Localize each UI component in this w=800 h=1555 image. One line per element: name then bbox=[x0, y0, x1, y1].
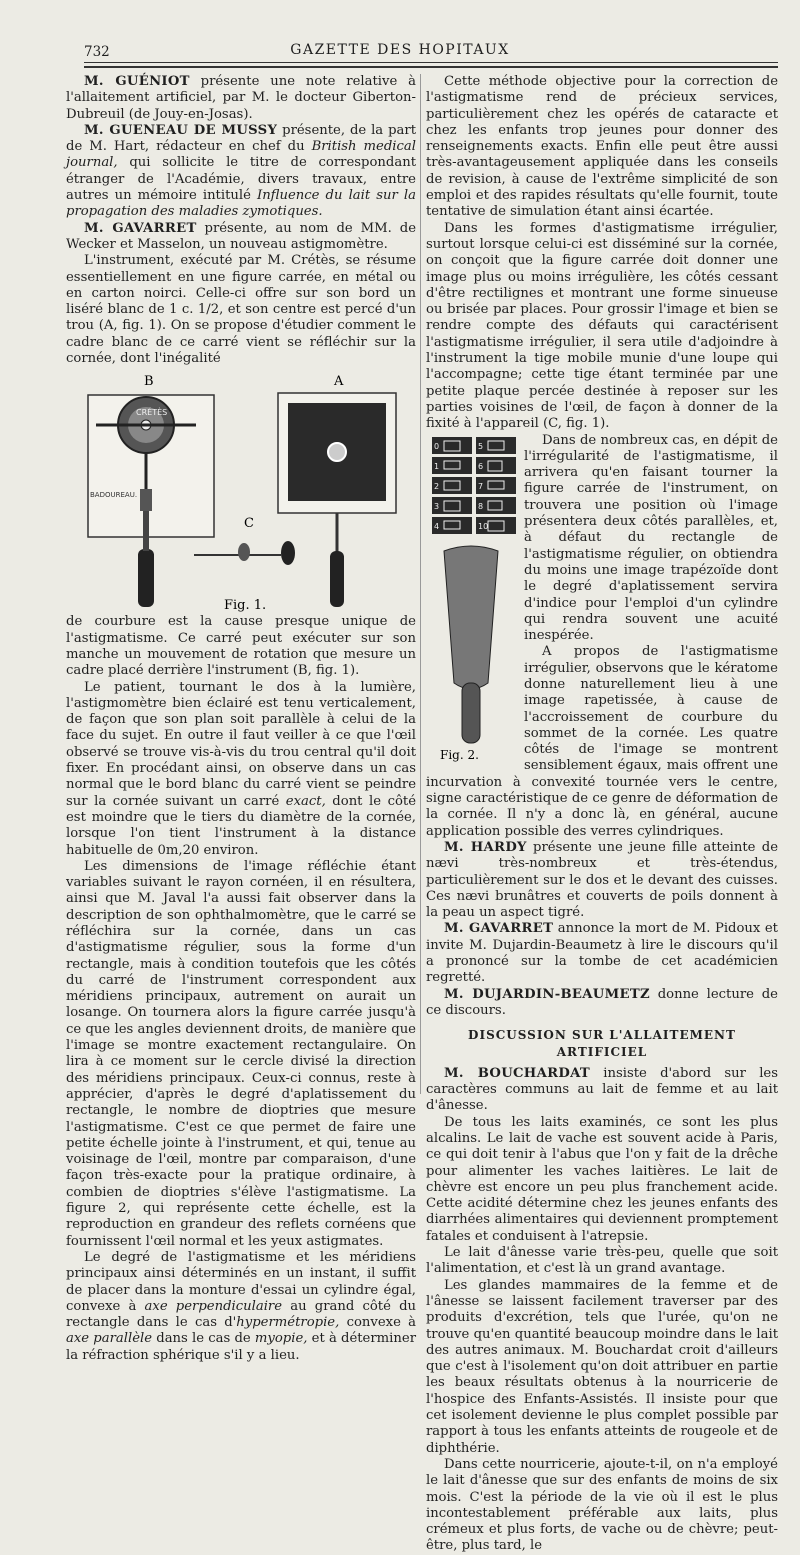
paragraph: M. GUENEAU DE MUSSY présente, de la part de M. Hart, rédacteur en chef du British medical journal, qui sollicite le titre de correspondant étranger de l'Académie, divers travaux, entre autres un mémoire intitulé Influence du lait sur la propagation des maladies zymotiques. bbox=[66, 122, 416, 220]
paragraph: M. GAVARRET présente, au nom de MM. de Wecker et Masselon, un nouveau astigmomètre. bbox=[66, 220, 417, 252]
paragraph: M. HARDY présente une jeune fille atteinte de nævi très-nombreux et très-étendus, particulièrement sur le dos et le devant des cuisses. Ces nævi brunâtres et couverts de poils donnent à la peau un aspect tigré. bbox=[426, 839, 778, 921]
paragraph: Le degré de l'astigmatisme et les méridiens principaux ainsi déterminés en un instant, il suffit de placer dans la monture d'essai un cylindre égal, convexe à axe perpendiculaire au grand côté du rectangle dans le cas d'hypermétropie, convexe à axe parallèle dans le cas de myopie, et à déterminer la réfraction sphérique s'il y a lieu. bbox=[66, 1249, 417, 1363]
page-number: 732 bbox=[84, 44, 110, 60]
scale-number: 2 bbox=[434, 481, 440, 491]
label-c: C bbox=[244, 516, 254, 532]
figure-1-caption: Fig. 1. bbox=[224, 598, 267, 614]
section-heading: DISCUSSION SUR L'ALLAITEMENT ARTIFICIEL bbox=[468, 1028, 736, 1059]
svg-text:BADOUREAU.: BADOUREAU. bbox=[90, 491, 138, 500]
paragraph: Dans de nombreux cas, en dépit de l'irrégularité de l'astigmatisme, il arrivera qu'en faisant tourner la figure carrée de l'instrument, on trouvera une position où l'image présentera deux côtés parallèles, et, à défaut du rectangle de l'astigmatisme régulier, on obtiendra du moins une image trapézoïde dont le degré d'aplatissement servira d'indice pour l'emploi d'un cylindre qui rendra souvent une acuité inespérée. bbox=[524, 432, 778, 644]
paragraph: L'instrument, exécuté par M. Crétès, se résume essentiellement en une figure carrée, en métal ou en carton noirci. Celle-ci offre sur son bord un liséré blanc de 1 c. 1/2, et son centre est percé d'un trou (A, fig. 1). On se propose d'étudier comment le cadre blanc de ce carré vient se réfléchir sur la cornée, dont l'inégalité bbox=[66, 253, 416, 367]
paragraph: Cette méthode objective pour la correction de l'astigmatisme rend de précieux services, particulièrement chez les opérés de cataracte et chez les enfants trop jeunes pour donner des renseignements exacts. Enfin elle peut être aussi très-avantageusement appliquée dans les conseils de revision, à cause de l'extrême simplicité de son emploi et des rapides résultats qu'elle fournit, toute tentative de simulation étant ainsi écartée. bbox=[426, 74, 778, 220]
speaker-name: M. GAVARRET bbox=[444, 921, 554, 937]
scale-number: 7 bbox=[478, 481, 484, 491]
header-rule bbox=[84, 62, 778, 63]
paragraph: M. BOUCHARDAT insiste d'abord sur les caractères communs au lait de femme et au lait d'ânesse. bbox=[426, 1065, 779, 1114]
scale-number: 1 bbox=[434, 461, 440, 471]
paragraph: Le patient, tournant le dos à la lumière, l'astigmomètre bien éclairé est tenu verticalement, de façon que son plan soit parallèle à celui de la face du sujet. En outre il faut veiller à ce que l'œil observé se trouve vis-à-vis du trou central qu'il doit fixer. En procédant ainsi, on observe dans un cas normal que le bord blanc du carré vient se peindre sur la cornée suivant un carré exact, dont le côté est moindre que le tiers du diamètre de la cornée, lorsque l'on tient l'instrument à la distance habituelle de 0m,20 environ. bbox=[66, 679, 416, 858]
scale-number: 8 bbox=[478, 501, 484, 511]
speaker-name: M. GAVARRET bbox=[84, 220, 197, 236]
paragraph: de courbure est la cause presque unique de l'astigmatisme. Ce carré peut exécuter sur son manche un mouvement de rotation que mesure un cadre placé derrière l'instrument (B, fig. 1). bbox=[66, 614, 416, 679]
paragraph: Les glandes mammaires de la femme et de l'ânesse se laissent facilement traverser par des produits d'excrétion, tels que l'urée, qu'on ne trouve qu'en quantité beaucoup moindre dans le lait des autres animaux. M. Bouchardat croit d'ailleurs que c'est à l'isolement qu'on doit attribuer en partie les beaux résultats obtenus à la nourricerie de l'hospice des Enfants-Assistés. Il insiste pour que cet isolement devienne le plus complet possible par rapport à tous les enfants atteints de rougeole et de diphthérie. bbox=[426, 1277, 778, 1456]
scale-number: 10 bbox=[478, 521, 489, 531]
journal-title: GAZETTE DES HOPITAUX bbox=[290, 42, 510, 58]
speaker-name: M. DUJARDIN-BEAUMETZ bbox=[444, 986, 650, 1002]
astigmatism-scale-illustration bbox=[426, 433, 516, 763]
label-b: B bbox=[144, 374, 154, 390]
scale-number: 0 bbox=[434, 441, 440, 451]
speaker-name: M. GUÉNIOT bbox=[84, 74, 190, 89]
paragraph: M. GUÉNIOT présente une note relative à l'allaitement artificiel, par M. le docteur Giberton-Dubreuil (de Jouy-en-Josas). bbox=[66, 74, 416, 122]
paragraph: De tous les laits examinés, ce sont les plus alcalins. Le lait de vache est souvent acide à Paris, ce qui doit tenir à l'abus que l'on y fait de la drêche pour alimenter les vaches laitières. Le lait de chèvre est encore un peu plus franchement acide. Cette acidité détermine chez les jeunes enfants des diarrhées alimentaires qui deviennent promptement fatales et conduisent à l'atrepsie. bbox=[426, 1114, 778, 1244]
paragraph: Dans cette nourricerie, ajoute-t-il, on n'a employé le lait d'ânesse que sur des enfants de moins de six mois. C'est la période de la vie où il est le plus incontestablement préférable aux laits, plus crémeux et plus forts, de vache ou de chèvre; peut-être, plus tard, le bbox=[426, 1456, 778, 1554]
paragraph: Les dimensions de l'image réfléchie étant variables suivant le rayon cornéen, il en résultera, ainsi que M. Javal l'a aussi fait observer dans la description de son ophthalmomètre, que le carré se réfléchira sur la cornée, dans un cas d'astigmatisme régulier, sous la forme d'un rectangle, mais à condition toutefois que les côtés du carré de l'instrument correspondent aux méridiens principaux, autrement on aurait un losange. On tournera alors la figure carrée jusqu'à ce que les angles deviennent droits, de manière que l'image se montre exactement rectangulaire. On lira à ce moment sur le cercle divisé la direction des méridiens principaux. Ceux-ci connus, reste à apprécier, d'après le degré d'aplatissement du rectangle, le nombre de dioptries que mesure l'astigmatisme. C'est ce que permet de faire une petite échelle jointe à l'instrument, et qui, tenue au voisinage de l'œil, montre par comparaison, d'une façon très-exacte pour la pratique ordinaire, à combien de dioptries s'élève l'astigmatisme. La figure 2, qui représente cette échelle, est la reproduction en grandeur des reflets cornéens que fournissent l'œil normal et les yeux astigmates. bbox=[66, 858, 416, 1249]
left-column bbox=[66, 74, 416, 1364]
scale-number: 6 bbox=[478, 461, 484, 471]
scale-number: 4 bbox=[434, 521, 440, 531]
paragraph: M. GAVARRET annonce la mort de M. Pidoux et invite M. Dujardin-Beaumetz à lire le discours qu'il a prononcé sur la tombe de cet académicien regretté. bbox=[426, 921, 778, 986]
astigmometer-illustration bbox=[66, 369, 416, 614]
label-a: A bbox=[334, 374, 344, 390]
speaker-name: M. GUENEAU DE MUSSY bbox=[84, 122, 278, 138]
figure-2 bbox=[426, 433, 516, 763]
scale-number: 3 bbox=[434, 501, 440, 511]
paragraph: Le lait d'ânesse varie très-peu, quelle que soit l'alimentation, et c'est là un grand avantage. bbox=[426, 1245, 778, 1277]
paragraph: A propos de l'astigmatisme irrégulier, observons que le kératome donne naturellement lieu à une image rapetissée, à cause de l'accroissement de courbure du sommet de la cornée. Les quatre côtés de l'image se montrent sensiblement égaux, mais offrent une incurvation à convexité tournée vers le centre, signe caractéristique de ce genre de déformation de la cornée. Il n'y a donc là, en général, aucune application possible des verres cylindriques. bbox=[426, 644, 778, 839]
paragraph: M. DUJARDIN-BEAUMETZ donne lecture de ce discours. bbox=[426, 986, 778, 1018]
scale-number: 5 bbox=[478, 441, 484, 451]
figure-1 bbox=[66, 369, 416, 614]
paragraph: Dans les formes d'astigmatisme irrégulier, surtout lorsque celui-ci est disséminé sur la cornée, on conçoit que la figure carrée doit donner une image plus ou moins irrégulière, les côtés cessant d'être rectilignes et montrant une forme sinueuse ou brisée par places. Pour grossir l'image et bien se rendre compte des défauts qui caractérisent l'astigmatisme irrégulier, il sera utile d'adjoindre à l'instrument la tige mobile munie d'une loupe qui l'accompagne; cette tige étant terminée par une petite plaque percée destinée à reposer sur les parties voisines de l'œil, de façon à donner de la fixité à l'appareil (C, fig. 1). bbox=[426, 220, 778, 432]
right-column bbox=[426, 74, 778, 1555]
figure-2-caption: Fig. 2. bbox=[440, 747, 479, 762]
svg-text:CRÉTÈS: CRÉTÈS bbox=[136, 408, 168, 418]
header-rule-thick bbox=[84, 66, 778, 68]
speaker-name: M. BOUCHARDAT bbox=[444, 1065, 591, 1081]
column-divider bbox=[420, 74, 421, 1094]
speaker-name: M. HARDY bbox=[444, 839, 527, 855]
